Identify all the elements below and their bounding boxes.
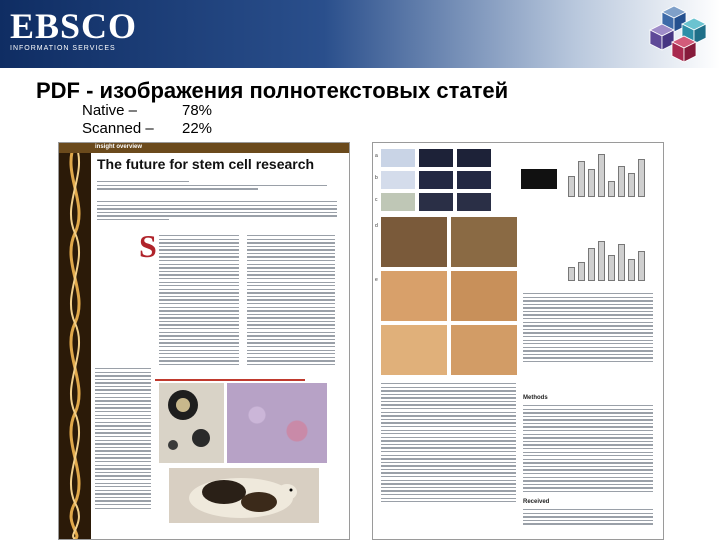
column-2-lines xyxy=(247,235,335,367)
ebsco-logo xyxy=(10,8,137,52)
byline-lines xyxy=(97,181,327,192)
figure-panel xyxy=(381,193,415,211)
figure-panel xyxy=(419,149,453,167)
bar-chart-graphic xyxy=(568,149,648,197)
stat-row-scanned xyxy=(82,120,242,137)
pdf-page-scanned-thumbnail xyxy=(372,142,664,540)
section-heading-received: Received xyxy=(523,499,550,505)
stat-label: Scanned – xyxy=(82,120,154,137)
stat-value: 78% xyxy=(182,102,213,119)
column-1-lines xyxy=(159,235,239,367)
section-heading-methods: Methods xyxy=(523,395,548,401)
page-kicker: insight overview xyxy=(95,144,143,150)
figure-panel xyxy=(457,149,491,167)
western-blot xyxy=(521,169,557,189)
embryo-photo xyxy=(451,217,517,267)
received-lines xyxy=(523,509,653,527)
figure-rule xyxy=(155,379,305,381)
figure-panel xyxy=(381,149,415,167)
caption-lines xyxy=(95,368,151,511)
figure-letter: c xyxy=(375,197,378,203)
figure-panel xyxy=(381,171,415,189)
stat-label: Native – xyxy=(82,102,138,119)
figure-letter: a xyxy=(375,153,378,159)
header-banner xyxy=(0,0,720,68)
body-column-2-lines xyxy=(523,405,653,494)
embryo-photo xyxy=(381,217,447,267)
cubes-graphic-icon xyxy=(632,4,712,66)
mouse-photo xyxy=(169,468,319,523)
embryo-photo xyxy=(451,271,517,321)
article-title: The future for stem cell research xyxy=(97,156,315,172)
embryo-photo xyxy=(381,271,447,321)
figure-panel xyxy=(419,193,453,211)
figure-panel xyxy=(457,193,491,211)
pdf-page-native-thumbnail xyxy=(58,142,350,540)
body-column-1-lines xyxy=(381,383,516,505)
dna-helix-icon xyxy=(59,143,91,539)
figure-letter: e xyxy=(375,277,378,283)
bar-chart-graphic xyxy=(568,233,648,281)
figure-legend-lines xyxy=(523,293,653,365)
embryo-photo xyxy=(451,325,517,375)
embryo-photo xyxy=(381,325,447,375)
stat-row-native xyxy=(82,102,242,119)
abstract-lines xyxy=(97,201,337,222)
histology-image xyxy=(227,383,327,463)
figure-panel xyxy=(419,171,453,189)
logo-tagline: INFORMATION SERVICES xyxy=(10,45,116,52)
article-dropcap: S xyxy=(139,228,157,264)
slide-title: PDF - изображения полнотекстовых статей xyxy=(36,78,509,103)
figure-letter: d xyxy=(375,223,378,229)
logo-wordmark: EBSCO xyxy=(10,6,138,46)
stem-cell-image xyxy=(159,383,224,463)
figure-panel xyxy=(457,171,491,189)
figure-letter: f xyxy=(375,331,377,337)
stat-value: 22% xyxy=(182,120,213,137)
figure-letter: b xyxy=(375,175,378,181)
